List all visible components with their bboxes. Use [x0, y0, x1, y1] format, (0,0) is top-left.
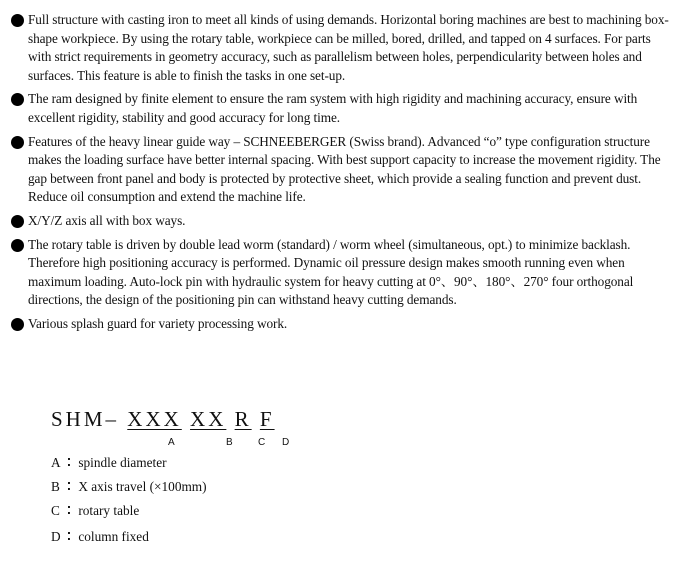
model-code-part-a: XXX	[127, 407, 182, 431]
model-code-part-d: F	[259, 407, 275, 431]
bullet-icon	[11, 136, 24, 149]
legend-key: A	[51, 455, 61, 470]
legend-item-b	[51, 479, 207, 495]
legend-text: rotary table	[78, 503, 140, 518]
legend-item-a	[51, 455, 167, 471]
code-label-b: B	[226, 437, 233, 448]
feature-text: The ram designed by finite element to ensure the ram system with high rigidity and machining accuracy, ensure with excellent rigidity, stability and good accuracy for long time.	[28, 91, 638, 125]
feature-item	[11, 133, 671, 207]
legend-item-d	[51, 529, 149, 545]
legend-key: C	[51, 503, 60, 518]
code-label-c: C	[258, 437, 266, 448]
separator-icon: ⁚	[66, 480, 72, 493]
legend-key: B	[51, 479, 60, 494]
code-label-a: A	[168, 437, 175, 448]
feature-list	[11, 11, 671, 339]
feature-item	[11, 90, 671, 127]
model-code	[51, 407, 275, 432]
model-code-part-c: R	[234, 407, 252, 431]
legend-text: X axis travel (×100mm)	[78, 479, 207, 494]
legend-item-c	[51, 503, 139, 519]
bullet-icon	[11, 215, 24, 228]
code-label-d: D	[282, 437, 290, 448]
feature-text: Features of the heavy linear guide way – SCHNEEBERGER (Swiss brand). Advanced “o” type configuration structure makes the loading surface have better internal spacing. With best support capacity to increase the movement rigidity. The gap between front panel and body is protected by protective sheet, which provide a sealing function and prevent dust. Reduce oil consumption and extend the machine life.	[28, 133, 661, 205]
feature-text: Full structure with casting iron to meet all kinds of using demands. Horizontal boring machines are best to machining box-shape workpiece. By using the rotary table, workpiece can be milled, bored, drilled, and tapped on 4 surfaces. For parts with strict requirements in geometry accuracy, such as parallelism between holes, perpendicularity between holes and surfaces. This feature is able to finish the tasks in one set-up.	[28, 12, 669, 83]
feature-text: Various splash guard for variety processing work.	[28, 315, 288, 331]
separator-icon: ⁚	[66, 504, 72, 517]
feature-item	[11, 11, 671, 85]
feature-item	[11, 212, 671, 231]
model-code-prefix: SHM–	[51, 407, 120, 431]
bullet-icon	[11, 14, 24, 27]
separator-icon: ⁚	[66, 456, 72, 469]
model-code-part-b: XX	[190, 407, 227, 431]
separator-icon: ⁚	[66, 530, 72, 543]
feature-item	[11, 236, 671, 310]
feature-item	[11, 315, 671, 334]
bullet-icon	[11, 93, 24, 106]
feature-text: X/Y/Z axis all with box ways.	[28, 212, 186, 228]
bullet-icon	[11, 318, 24, 331]
feature-text: The rotary table is driven by double lead worm (standard) / worm wheel (simultaneous, opt.) to minimize backlash. Therefore high positioning accuracy is performed. Dynamic oil pressure design makes smooth running even when maximum loading. Auto-lock pin with hydraulic system for heavy cutting at 0°、90°、180°、270° four orthogonal directions, the design of the positioning pin can withstand heavy cutting demands.	[28, 236, 634, 308]
bullet-icon	[11, 239, 24, 252]
legend-text: column fixed	[78, 529, 149, 544]
legend-text: spindle diameter	[78, 455, 167, 470]
legend-key: D	[51, 529, 61, 544]
